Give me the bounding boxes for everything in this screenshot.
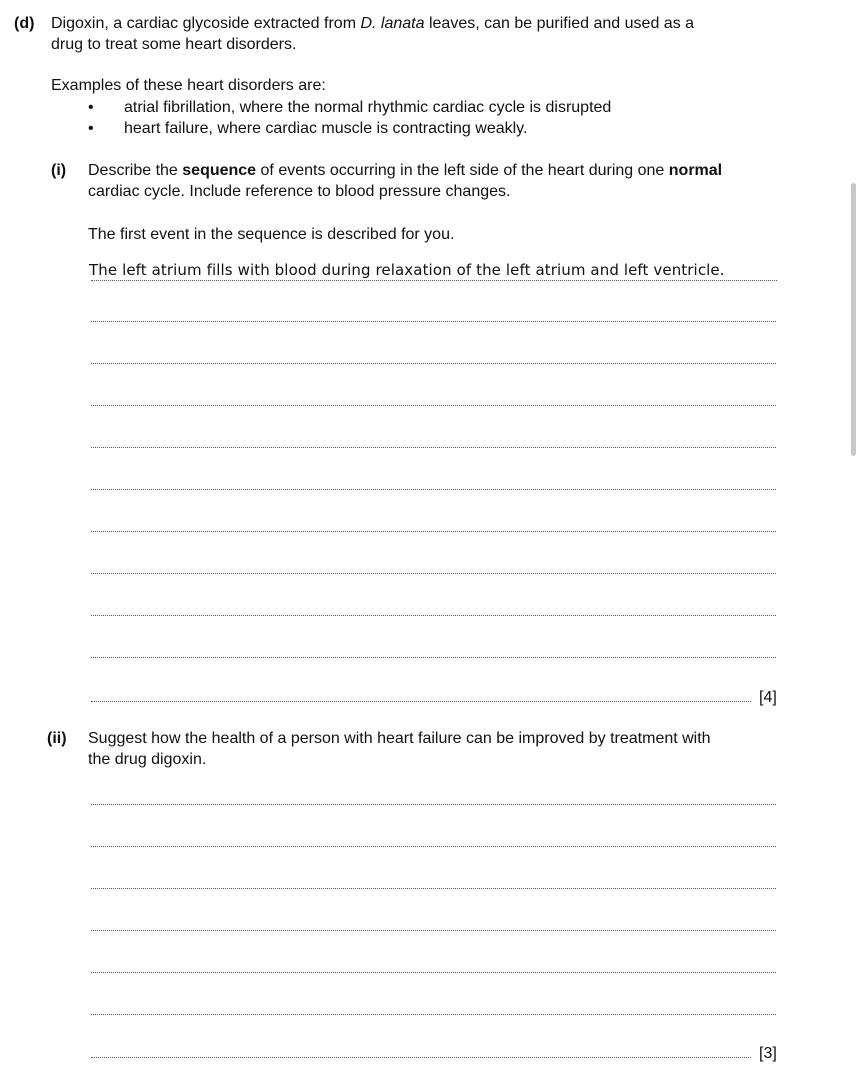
question-stem-line1: [51, 14, 694, 34]
stem-text-b: leaves, can be purified and used as a: [424, 15, 695, 32]
answer-line[interactable]: [91, 972, 776, 973]
answer-line[interactable]: [91, 804, 776, 805]
answer-line[interactable]: [91, 531, 776, 532]
keyword-normal: normal: [668, 162, 723, 179]
answer-line[interactable]: [91, 888, 776, 889]
bullet-item-2: heart failure, where cardiac muscle is contracting weakly.: [124, 120, 528, 137]
keyword-sequence: sequence: [182, 162, 257, 179]
answer-line[interactable]: [91, 573, 776, 574]
question-label: (d): [14, 15, 35, 32]
answer-line[interactable]: [91, 701, 751, 702]
answer-line[interactable]: [91, 447, 776, 448]
answer-line[interactable]: [91, 363, 776, 364]
part-ii-line1: Suggest how the health of a person with heart failure can be improved by treatment with: [88, 730, 711, 747]
species-name: D. lanata: [360, 15, 425, 32]
answer-line[interactable]: [91, 1057, 751, 1058]
answer-line[interactable]: [91, 321, 776, 322]
answer-line[interactable]: [91, 489, 776, 490]
part-i-line1: [88, 161, 722, 181]
bullet-icon: •: [88, 120, 94, 137]
part-i-line2: cardiac cycle. Include reference to blood pressure changes.: [88, 183, 511, 200]
stem-text-a: Digoxin, a cardiac glycoside extracted from: [51, 15, 361, 32]
marks-part-i: [4]: [759, 689, 777, 706]
examples-intro: Examples of these heart disorders are:: [51, 77, 326, 94]
bullet-icon: •: [88, 99, 94, 116]
marks-part-ii: [3]: [759, 1045, 777, 1062]
question-stem-line2: drug to treat some heart disorders.: [51, 36, 297, 53]
bullet-item-1: atrial fibrillation, where the normal rhythmic cardiac cycle is disrupted: [124, 99, 612, 116]
part-ii-label: (ii): [47, 730, 67, 747]
answer-line[interactable]: [91, 930, 776, 931]
answer-line[interactable]: [91, 846, 776, 847]
part-i-label: (i): [51, 162, 67, 179]
answer-line[interactable]: [91, 657, 776, 658]
answer-line[interactable]: [91, 615, 776, 616]
part-i-text-b: of events occurring in the left side of the heart during one: [256, 162, 669, 179]
part-i-text-a: Describe the: [88, 162, 183, 179]
scrollbar[interactable]: [851, 183, 856, 456]
part-ii-line2: the drug digoxin.: [88, 751, 207, 768]
answer-line[interactable]: [91, 1014, 776, 1015]
answer-line[interactable]: [91, 280, 777, 281]
answer-line[interactable]: [91, 405, 776, 406]
first-event-answer: The left atrium fills with blood during relaxation of the left atrium and left ventricle.: [89, 261, 725, 279]
first-event-intro: The first event in the sequence is described for you.: [88, 226, 455, 243]
